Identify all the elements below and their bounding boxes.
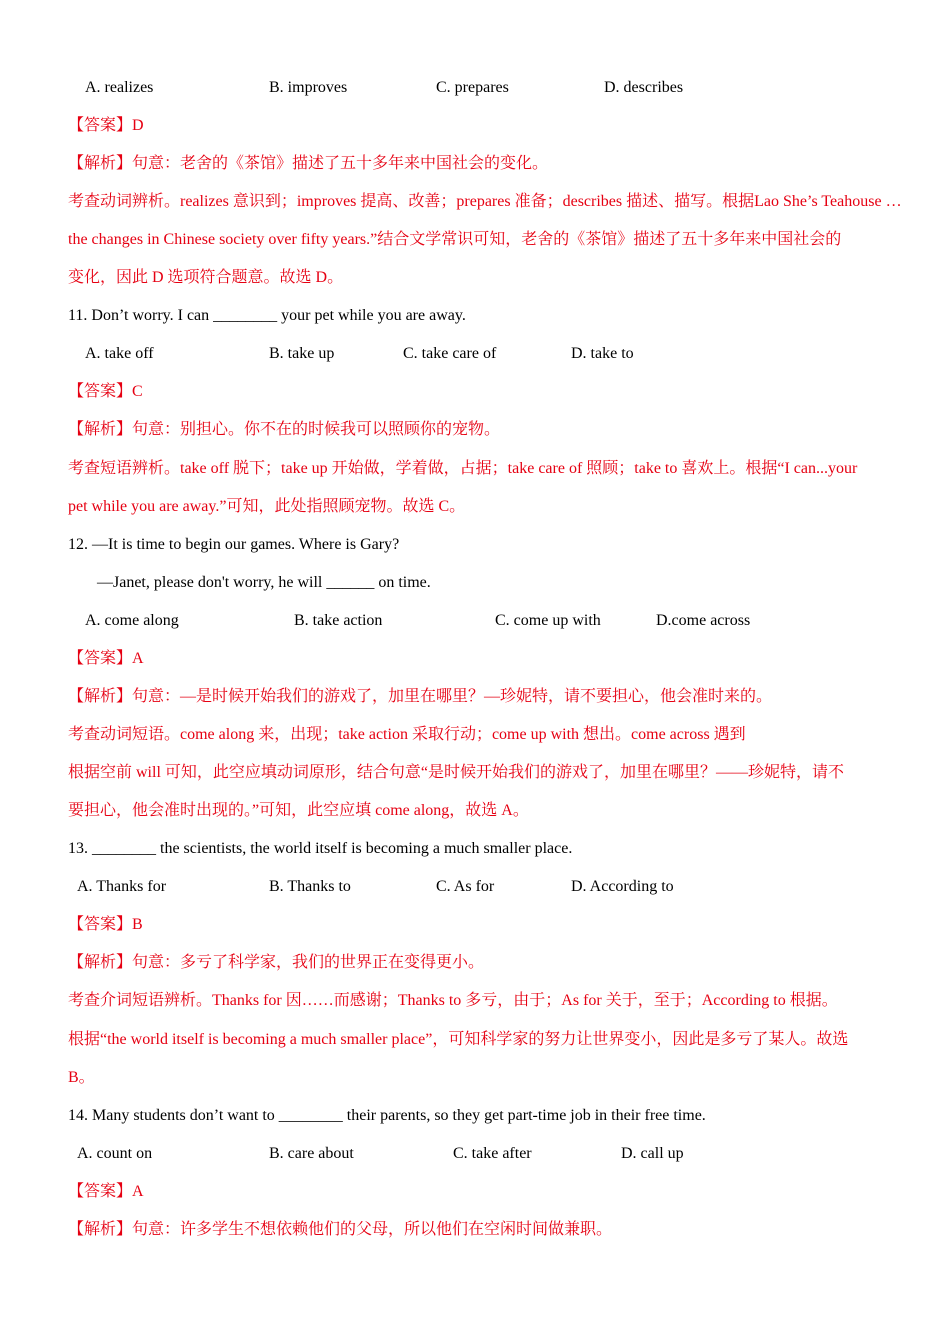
q13-option-c: C. As for bbox=[436, 878, 495, 895]
q12-stem-reply: —Janet, please don't worry, he will ______ on time. bbox=[97, 574, 431, 591]
q13-option-a: A. Thanks for bbox=[77, 878, 167, 895]
q12-stem: 12. —It is time to begin our games. Where is Gary? bbox=[68, 536, 400, 553]
q12-explanation bbox=[68, 687, 772, 707]
q14-option-d: D. call up bbox=[621, 1145, 684, 1162]
q11-option-a: A. take off bbox=[85, 345, 154, 362]
q10-analysis-line-3: 变化，因此 D 选项符合题意。故选 D。 bbox=[68, 269, 344, 286]
q13-option-b: B. Thanks to bbox=[269, 878, 351, 895]
q11-explanation bbox=[68, 420, 500, 440]
q10-answer: 【答案】D bbox=[68, 117, 144, 134]
q10-analysis-line-1: 考查动词辨析。realizes 意识到；improves 提高、改善；prepares 准备；describes 描述、描写。根据Lao She’s Teahouse … bbox=[68, 193, 902, 210]
q14-option-c: C. take after bbox=[453, 1145, 532, 1162]
q10-option-d: D. describes bbox=[604, 79, 684, 96]
q12-option-a: A. come along bbox=[85, 612, 179, 629]
q11-option-c: C. take care of bbox=[403, 345, 497, 362]
q11-option-b: B. take up bbox=[269, 345, 335, 362]
q14-stem: 14. Many students don’t want to ________ their parents, so they get part-time job in their free time. bbox=[68, 1107, 706, 1124]
q10-option-a: A. realizes bbox=[85, 79, 154, 96]
q13-analysis-line-3: B。 bbox=[68, 1069, 95, 1086]
q14-option-a: A. count on bbox=[77, 1145, 153, 1162]
q14-explain-label: 【解析】 bbox=[68, 1221, 133, 1238]
q14-answer: 【答案】A bbox=[68, 1183, 144, 1200]
q12-analysis-line-2: 根据空前 will 可知，此空应填动词原形，结合句意“是时候开始我们的游戏了，加里在哪里？——珍妮特，请不 bbox=[68, 764, 844, 781]
q13-analysis-line-2: 根据“the world itself is becoming a much smaller place”，可知科学家的努力让世界变小，因此是多亏了某人。故选 bbox=[68, 1031, 849, 1048]
q11-stem: 11. Don’t worry. I can ________ your pet while you are away. bbox=[68, 307, 466, 324]
q11-explain-label: 【解析】 bbox=[68, 421, 133, 438]
q14-explanation bbox=[68, 1220, 612, 1240]
q12-analysis-line-1: 考查动词短语。come along 来，出现；take action 采取行动；come up with 想出。come across 遇到 bbox=[68, 726, 746, 743]
q14-explain-text: 句意：许多学生不想依赖他们的父母，所以他们在空闲时间做兼职。 bbox=[132, 1221, 613, 1238]
q13-analysis-line-1: 考查介词短语辨析。Thanks for 因……而感谢；Thanks to 多亏，由于；As for 关于，至于；According to 根据。 bbox=[68, 992, 838, 1009]
q10-analysis-line-2: the changes in Chinese society over fifty years.”结合文学常识可知，老舍的《茶馆》描述了五十多年来中国社会的 bbox=[68, 231, 842, 248]
q13-explain-label: 【解析】 bbox=[68, 954, 133, 971]
q12-option-d: D.come across bbox=[656, 612, 751, 629]
q13-answer: 【答案】B bbox=[68, 916, 143, 933]
q11-analysis-line-1: 考查短语辨析。take off 脱下；take up 开始做，学着做，占据；take care of 照顾；take to 喜欢上。根据“I can...your bbox=[68, 460, 858, 477]
q12-explain-text: 句意：—是时候开始我们的游戏了，加里在哪里？—珍妮特，请不要担心，他会准时来的。 bbox=[132, 688, 773, 705]
q12-explain-label: 【解析】 bbox=[68, 688, 133, 705]
q11-answer: 【答案】C bbox=[68, 383, 143, 400]
q13-stem: 13. ________ the scientists, the world itself is becoming a much smaller place. bbox=[68, 840, 573, 857]
q12-analysis-line-3: 要担心，他会准时出现的。”可知，此空应填 come along，故选 A。 bbox=[68, 802, 529, 819]
q10-explain-label: 【解析】 bbox=[68, 155, 133, 172]
q11-option-d: D. take to bbox=[571, 345, 634, 362]
q12-option-c: C. come up with bbox=[495, 612, 601, 629]
q10-explain-text: 句意：老舍的《茶馆》描述了五十多年来中国社会的变化。 bbox=[132, 155, 549, 172]
q13-option-d: D. According to bbox=[571, 878, 674, 895]
q13-explain-text: 句意：多亏了科学家，我们的世界正在变得更小。 bbox=[132, 954, 485, 971]
q10-option-b: B. improves bbox=[269, 79, 348, 96]
q10-option-c: C. prepares bbox=[436, 79, 509, 96]
q13-explanation bbox=[68, 953, 484, 973]
q11-analysis-line-2: pet while you are away.”可知，此处指照顾宠物。故选 C。 bbox=[68, 498, 466, 515]
q10-explanation bbox=[68, 154, 548, 174]
q12-answer: 【答案】A bbox=[68, 650, 144, 667]
q14-option-b: B. care about bbox=[269, 1145, 354, 1162]
q12-option-b: B. take action bbox=[294, 612, 383, 629]
q11-explain-text: 句意：别担心。你不在的时候我可以照顾你的宠物。 bbox=[132, 421, 501, 438]
